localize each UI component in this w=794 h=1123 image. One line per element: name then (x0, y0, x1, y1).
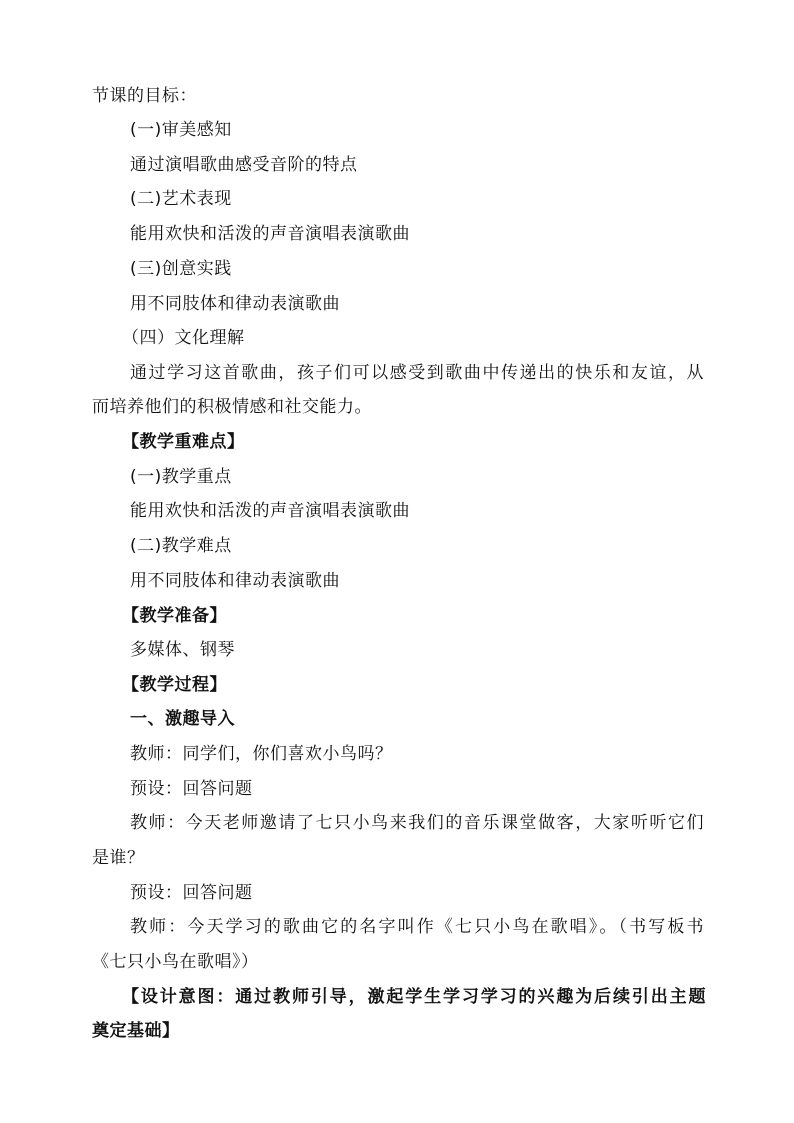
dialogue-teacher-2-line2: 是谁？ (92, 848, 145, 868)
heading-key-difficult-points: 【教学重难点】 (122, 432, 245, 452)
paragraph-aesthetic-perception: 通过演唱歌曲感受音阶的特点 (130, 155, 358, 175)
heading-artistic-expression: (二)艺术表现 (130, 189, 232, 209)
paragraph-teaching-focus: 能用欢快和活泼的声音演唱表演歌曲 (130, 501, 410, 521)
design-intent-line2: 奠定基础】 (92, 1021, 180, 1041)
paragraph-cultural-understanding-line2: 而培养他们的积极情感和社交能力。 (92, 397, 372, 417)
heading-teaching-focus: (一)教学重点 (130, 467, 232, 487)
dialogue-teacher-2-line1: 教师：今天老师邀请了七只小鸟来我们的音乐课堂做客，大家听听它们 (130, 813, 704, 833)
paragraph-teaching-preparation: 多媒体、钢琴 (130, 640, 235, 660)
heading-aesthetic-perception: (一)审美感知 (130, 120, 232, 140)
heading-teaching-difficulty: (二)教学难点 (130, 536, 232, 556)
heading-creative-practice: (三)创意实践 (130, 259, 232, 279)
dialogue-teacher-3-line2: 《七只小鸟在歌唱》） (92, 952, 259, 972)
dialogue-preset-1: 预设：回答问题 (130, 779, 253, 799)
paragraph-artistic-expression: 能用欢快和活泼的声音演唱表演歌曲 (130, 224, 410, 244)
heading-cultural-understanding: （四）文化理解 (122, 328, 245, 348)
dialogue-teacher-3-line1: 教师：今天学习的歌曲它的名字叫作《七只小鸟在歌唱》。（书写板书 (130, 917, 704, 937)
heading-teaching-preparation: 【教学准备】 (122, 606, 227, 626)
paragraph-cultural-understanding-line1: 通过学习这首歌曲，孩子们可以感受到歌曲中传递出的快乐和友谊，从 (130, 363, 704, 383)
heading-warm-up-intro: 一、激趣导入 (130, 709, 235, 729)
paragraph-creative-practice: 用不同肢体和律动表演歌曲 (130, 294, 340, 314)
dialogue-teacher-1: 教师：同学们，你们喜欢小鸟吗？ (130, 744, 393, 764)
paragraph-goals-intro: 节课的目标： (92, 86, 197, 106)
dialogue-preset-2: 预设：回答问题 (130, 883, 253, 903)
design-intent-line1: 【设计意图：通过教师引导，激起学生学习学习的兴趣为后续引出主题 (122, 987, 706, 1007)
heading-teaching-process: 【教学过程】 (122, 675, 227, 695)
paragraph-teaching-difficulty: 用不同肢体和律动表演歌曲 (130, 571, 340, 591)
